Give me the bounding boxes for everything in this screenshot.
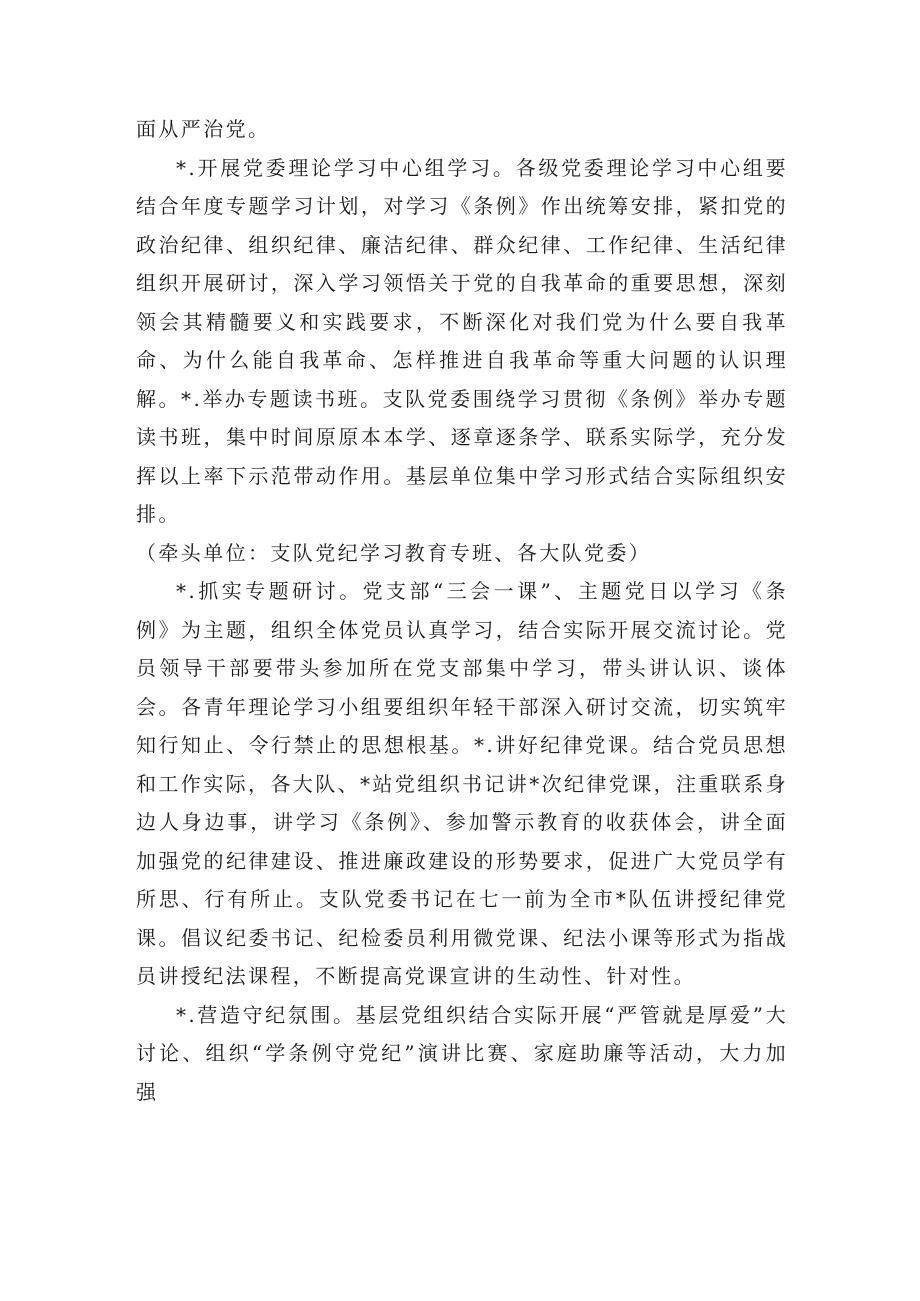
paragraph-theory-study: *.开展党委理论学习中心组学习。各级党委理论学习中心组要结合年度专题学习计划，对学习《条例》作出统筹安排，紧扣党的政治纪律、组织纪律、廉洁纪律、群众纪律、工作纪律、生活纪律组织开展研讨，深入学习领悟关于党的自我革命的重要思想，深刻领会其精髓要义和实践要求，不断深化对我们党为什么要自我革命、为什么能自我革命、怎样推进自我革命等重大问题的认识理解。*.举办专题读书班。支队党委围绕学习贯彻《条例》举办专题读书班，集中时间原原本本学、逐章逐条学、联系实际学，充分发挥以上率下示范带动作用。基层单位集中学习形式结合实际组织安排。	[136, 155, 788, 526]
document-page	[136, 110, 788, 1111]
paragraph-special-discussion: *.抓实专题研讨。党支部“三会一课”、主题党日以学习《条例》为主题，组织全体党员认真学习，结合实际开展交流讨论。党员领导干部要带头参加所在党支部集中学习，带头讲认识、谈体会。各青年理论学习小组要组织年轻干部深入研讨交流，切实筑牢知行知止、令行禁止的思想根基。*.讲好纪律党课。结合党员思想和工作实际，各大队、*站党组织书记讲*次纪律党课，注重联系身边人身边事，讲学习《条例》、参加警示教育的收获体会，讲全面加强党的纪律建设、推进廉政建设的形势要求，促进广大党员学有所思、行有所止。支队党委书记在七一前为全市*队伍讲授纪律党课。倡议纪委书记、纪检委员利用微党课、纪法小课等形式为指战员讲授纪法课程，不断提高党课宣讲的生动性、针对性。	[136, 579, 788, 988]
paragraph-continuation: 面从严治党。	[136, 117, 271, 141]
paragraph-lead-unit-note: （牵头单位：支队党纪学习教育专班、各大队党委）	[136, 540, 652, 565]
paragraph-discipline-atmosphere: *.营造守纪氛围。基层党组织结合实际开展“严管就是厚爱”大讨论、组织“学条例守党纪”演讲比赛、家庭助廉等活动，大力加强	[136, 1002, 788, 1104]
